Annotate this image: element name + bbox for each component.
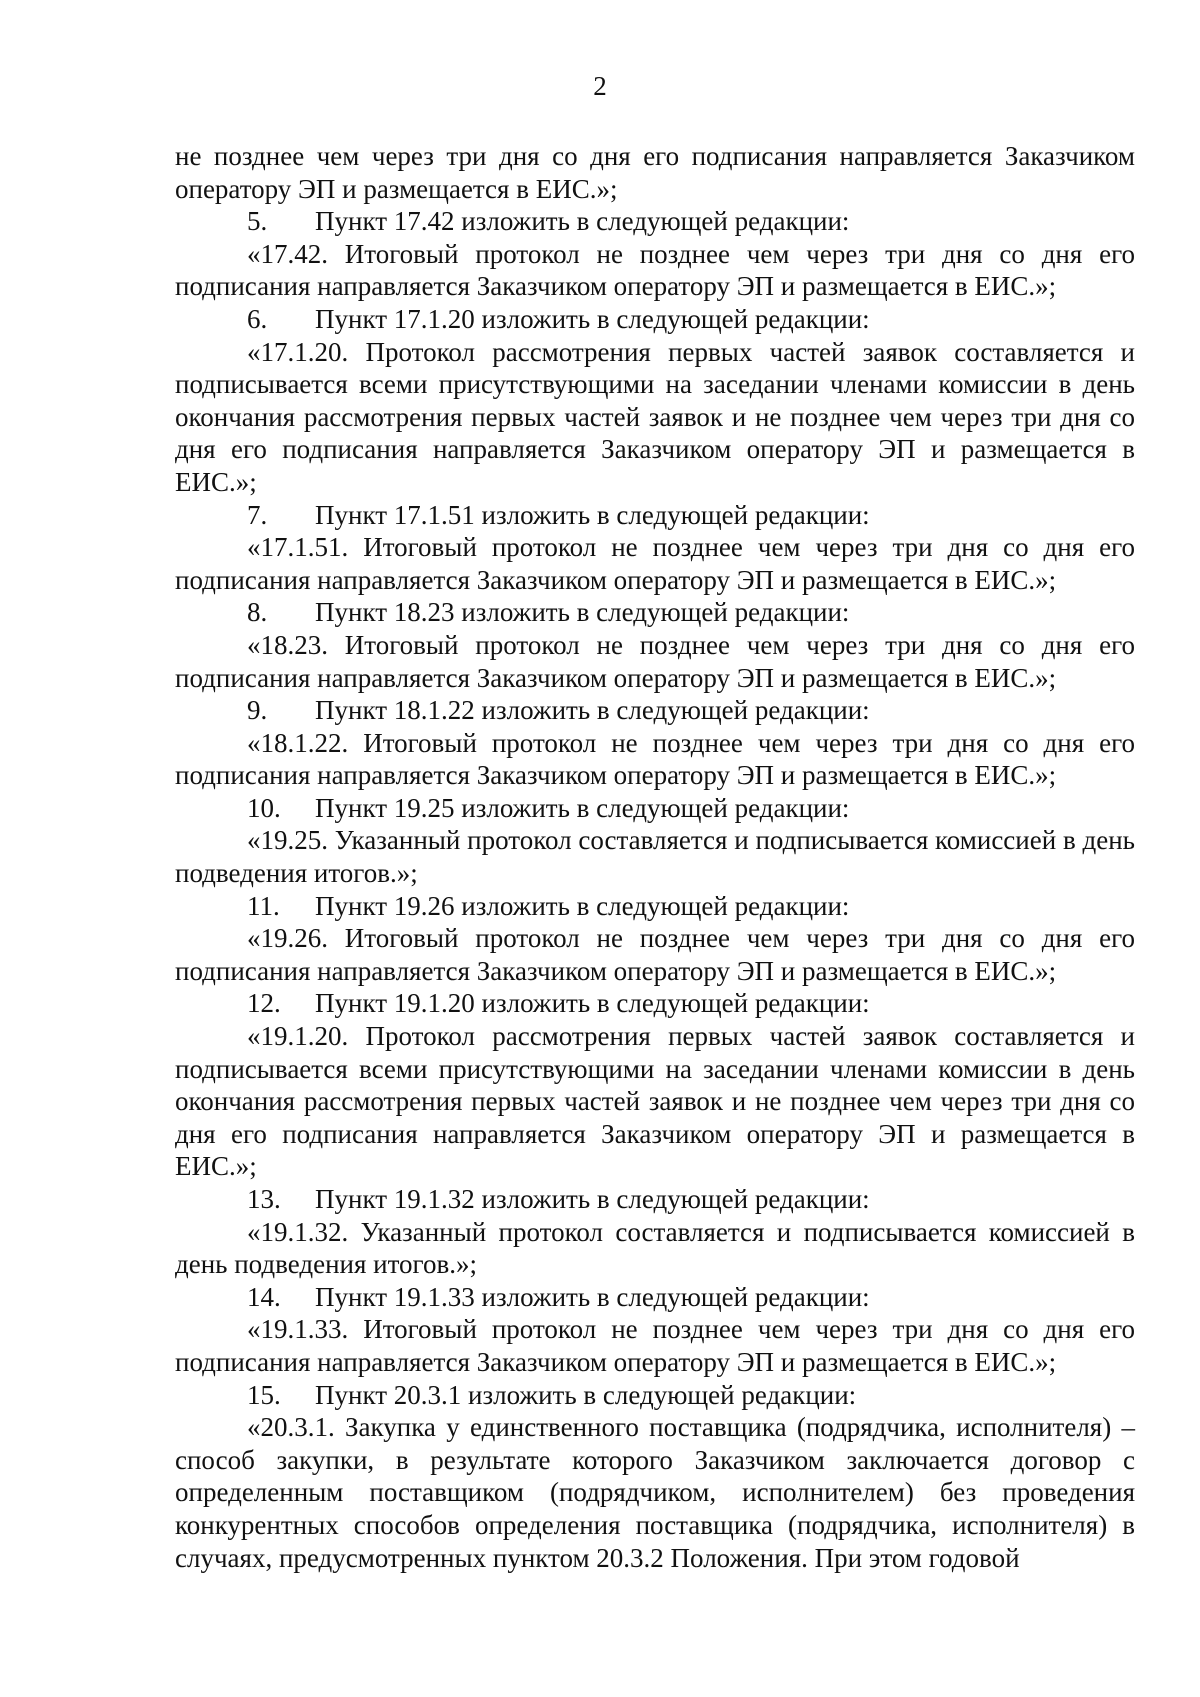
amendment-item bbox=[175, 303, 1135, 499]
item-number: 13. bbox=[247, 1184, 281, 1214]
amendment-item bbox=[175, 499, 1135, 597]
amendment-item bbox=[175, 1379, 1135, 1575]
amendment-heading bbox=[175, 1379, 1135, 1412]
amendment-text: «20.3.1. Закупка у единственного поставщика (подрядчика, исполнителя) – способ закупки, в результате которого Заказчиком заключается договор с определенным поставщиком (подрядчиком, исполнителем) без проведения конкурентных способов определения поставщика (подрядчика, исполнителя) в случаях, предусмотренных пунктом 20.3.2 Положения. При этом годовой bbox=[175, 1412, 1135, 1573]
amendment-heading bbox=[175, 792, 1135, 825]
amendment-item bbox=[175, 890, 1135, 988]
item-number: 15. bbox=[247, 1379, 281, 1410]
amendment-heading bbox=[175, 1183, 1135, 1216]
item-number: 10. bbox=[247, 792, 281, 823]
item-number: 7. bbox=[247, 499, 268, 530]
amendment-heading bbox=[175, 596, 1135, 629]
item-number: 12. bbox=[247, 988, 281, 1019]
amendment-item bbox=[175, 1183, 1135, 1281]
amendment-item bbox=[175, 694, 1135, 792]
amendment-heading bbox=[175, 205, 1135, 238]
amendment-item bbox=[175, 792, 1135, 890]
amendment-text: «19.26. Итоговый протокол не позднее чем через три дня со дня его подписания направляется Заказчиком оператору ЭП и размещается в ЕИС.»; bbox=[175, 923, 1135, 986]
amendment-item bbox=[175, 1281, 1135, 1379]
amendment-text: «17.1.51. Итоговый протокол не позднее чем через три дня со дня его подписания направляется Заказчиком оператору ЭП и размещается в ЕИС.»; bbox=[175, 532, 1135, 595]
amendment-text: «17.42. Итоговый протокол не позднее чем через три дня со дня его подписания направляется Заказчиком оператору ЭП и размещается в ЕИС.»; bbox=[175, 238, 1135, 302]
item-title: Пункт 17.1.20 изложить в следующей редакции: bbox=[315, 303, 870, 334]
amendment-item bbox=[175, 987, 1135, 1183]
amendment-item bbox=[175, 596, 1135, 694]
item-title: Пункт 17.42 изложить в следующей редакции: bbox=[315, 206, 850, 237]
item-title: Пункт 20.3.1 изложить в следующей редакции: bbox=[315, 1379, 857, 1410]
item-title: Пункт 18.23 изложить в следующей редакции: bbox=[315, 597, 850, 628]
page-number: 2 bbox=[593, 71, 607, 101]
amendment-text: «19.1.33. Итоговый протокол не позднее чем через три дня со дня его подписания направляется Заказчиком оператору ЭП и размещается в ЕИС.»; bbox=[175, 1314, 1135, 1377]
amendment-text: «18.23. Итоговый протокол не позднее чем через три дня со дня его подписания направляется Заказчиком оператору ЭП и размещается в ЕИС.»; bbox=[175, 629, 1135, 693]
item-title: Пункт 17.1.51 изложить в следующей редакции: bbox=[315, 499, 870, 530]
amendment-heading bbox=[175, 694, 1135, 727]
item-title: Пункт 19.26 изложить в следующей редакции: bbox=[315, 890, 850, 921]
amendment-text: «19.1.20. Протокол рассмотрения первых частей заявок составляется и подписывается всеми присутствующими на заседании членами комиссии в день окончания рассмотрения первых частей заявок и не позднее чем через три дня со дня его подписания направляется Заказчиком оператору ЭП и размещается в ЕИС.»; bbox=[175, 1021, 1135, 1182]
amendment-text: «17.1.20. Протокол рассмотрения первых частей заявок составляется и подписывается всеми присутствующими на заседании членами комиссии в день окончания рассмотрения первых частей заявок и не позднее чем через три дня со дня его подписания направляется Заказчиком оператору ЭП и размещается в ЕИС.»; bbox=[175, 336, 1135, 497]
amendment-text: «18.1.22. Итоговый протокол не позднее чем через три дня со дня его подписания направляется Заказчиком оператору ЭП и размещается в ЕИС.»; bbox=[175, 727, 1135, 791]
item-title: Пункт 19.1.20 изложить в следующей редакции: bbox=[315, 988, 870, 1019]
intro-paragraph: не позднее чем через три дня со дня его подписания направляется Заказчиком оператору ЭП и размещается в ЕИС.»; bbox=[175, 141, 1135, 204]
amendment-heading bbox=[175, 1281, 1135, 1314]
item-title: Пункт 19.1.32 изложить в следующей редакции: bbox=[315, 1184, 870, 1214]
item-title: Пункт 19.1.33 изложить в следующей редакции: bbox=[315, 1281, 870, 1312]
amendment-heading bbox=[175, 303, 1135, 336]
amendment-text: «19.25. Указанный протокол составляется и подписывается комиссией в день подведения итогов.»; bbox=[175, 825, 1135, 889]
amendment-heading bbox=[175, 987, 1135, 1020]
item-number: 8. bbox=[247, 597, 268, 628]
item-number: 11. bbox=[247, 890, 280, 921]
amendment-item bbox=[175, 205, 1135, 303]
amendment-heading bbox=[175, 499, 1135, 532]
amendment-list bbox=[175, 205, 1135, 1574]
amendment-heading bbox=[175, 890, 1135, 923]
item-title: Пункт 18.1.22 изложить в следующей редакции: bbox=[315, 695, 870, 726]
amendment-text: «19.1.32. Указанный протокол составляется и подписывается комиссией в день подведения итогов.»; bbox=[175, 1216, 1135, 1280]
item-number: 6. bbox=[247, 303, 268, 334]
item-number: 5. bbox=[247, 206, 268, 237]
document-body bbox=[175, 140, 1135, 1574]
item-number: 9. bbox=[247, 695, 268, 726]
item-number: 14. bbox=[247, 1281, 281, 1312]
item-title: Пункт 19.25 изложить в следующей редакции: bbox=[315, 792, 850, 823]
